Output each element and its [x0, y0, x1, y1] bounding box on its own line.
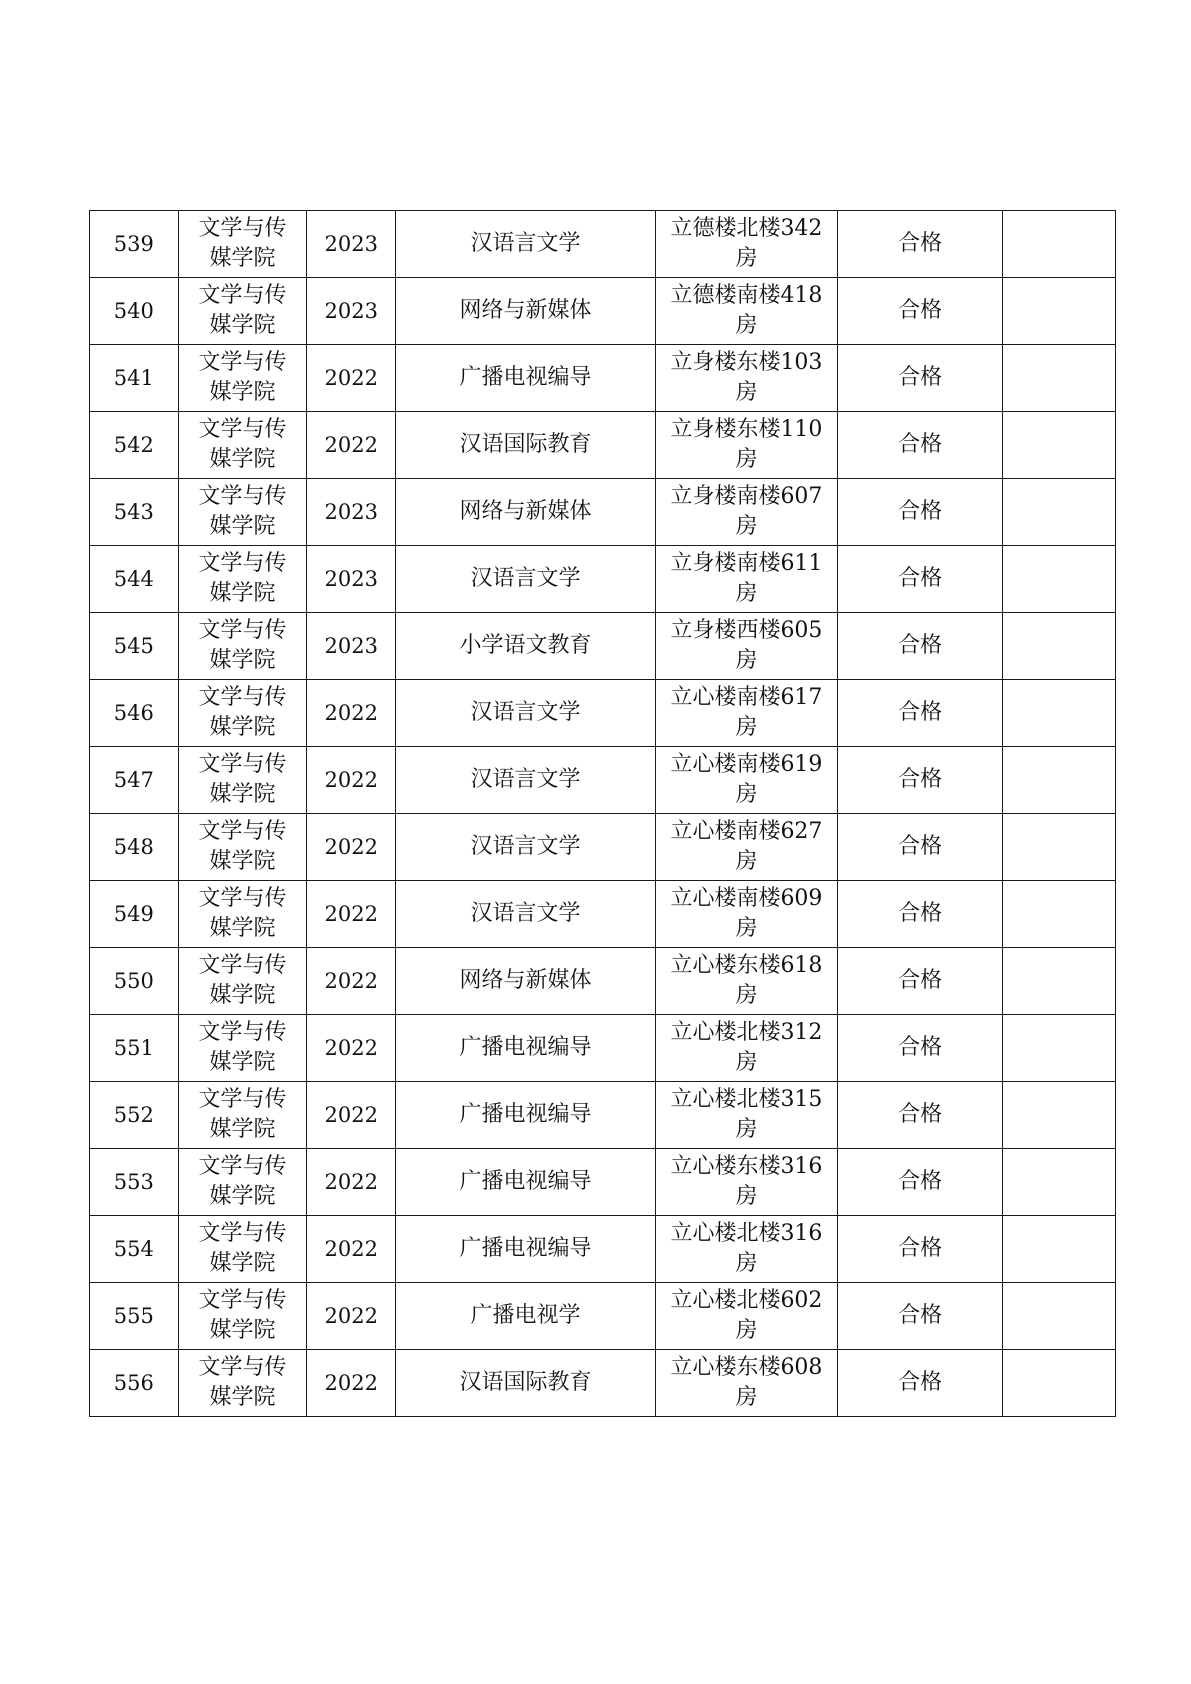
college-cell: 文学与传媒学院	[178, 1149, 307, 1216]
dorm-room-cell: 立心楼北楼315房	[655, 1082, 837, 1149]
dorm-inspection-table	[89, 210, 1116, 1417]
remarks-cell	[1003, 278, 1116, 345]
inspection-result-cell: 合格	[838, 546, 1003, 613]
inspection-result-cell: 合格	[838, 1216, 1003, 1283]
table-row	[90, 211, 1116, 278]
major-cell: 汉语言文学	[396, 546, 656, 613]
college-cell: 文学与传媒学院	[178, 680, 307, 747]
college-cell: 文学与传媒学院	[178, 1216, 307, 1283]
table-row	[90, 1082, 1116, 1149]
major-cell: 网络与新媒体	[396, 948, 656, 1015]
enrollment-year-cell: 2023	[307, 479, 396, 546]
row-number-cell: 548	[90, 814, 179, 881]
major-cell: 汉语言文学	[396, 814, 656, 881]
remarks-cell	[1003, 412, 1116, 479]
dorm-room-cell: 立心楼东楼316房	[655, 1149, 837, 1216]
row-number-cell: 544	[90, 546, 179, 613]
enrollment-year-cell: 2023	[307, 613, 396, 680]
inspection-result-cell: 合格	[838, 881, 1003, 948]
dorm-room-cell: 立身楼南楼611房	[655, 546, 837, 613]
dorm-room-cell: 立心楼北楼312房	[655, 1015, 837, 1082]
row-number-cell: 543	[90, 479, 179, 546]
remarks-cell	[1003, 1015, 1116, 1082]
table-row	[90, 278, 1116, 345]
remarks-cell	[1003, 814, 1116, 881]
college-cell: 文学与传媒学院	[178, 412, 307, 479]
college-cell: 文学与传媒学院	[178, 948, 307, 1015]
dorm-room-cell: 立德楼南楼418房	[655, 278, 837, 345]
college-cell: 文学与传媒学院	[178, 479, 307, 546]
row-number-cell: 554	[90, 1216, 179, 1283]
college-cell: 文学与传媒学院	[178, 345, 307, 412]
row-number-cell: 552	[90, 1082, 179, 1149]
dorm-room-cell: 立身楼东楼110房	[655, 412, 837, 479]
major-cell: 广播电视编导	[396, 1149, 656, 1216]
inspection-result-cell: 合格	[838, 1283, 1003, 1350]
row-number-cell: 547	[90, 747, 179, 814]
dorm-room-cell: 立德楼北楼342房	[655, 211, 837, 278]
enrollment-year-cell: 2022	[307, 412, 396, 479]
inspection-result-cell: 合格	[838, 1015, 1003, 1082]
enrollment-year-cell: 2023	[307, 278, 396, 345]
enrollment-year-cell: 2022	[307, 1283, 396, 1350]
dorm-room-cell: 立身楼西楼605房	[655, 613, 837, 680]
remarks-cell	[1003, 1149, 1116, 1216]
major-cell: 汉语言文学	[396, 747, 656, 814]
major-cell: 小学语文教育	[396, 613, 656, 680]
major-cell: 广播电视编导	[396, 345, 656, 412]
enrollment-year-cell: 2022	[307, 948, 396, 1015]
dorm-room-cell: 立心楼东楼608房	[655, 1350, 837, 1417]
inspection-result-cell: 合格	[838, 1149, 1003, 1216]
row-number-cell: 553	[90, 1149, 179, 1216]
enrollment-year-cell: 2023	[307, 546, 396, 613]
remarks-cell	[1003, 680, 1116, 747]
college-cell: 文学与传媒学院	[178, 211, 307, 278]
major-cell: 网络与新媒体	[396, 479, 656, 546]
enrollment-year-cell: 2022	[307, 1216, 396, 1283]
table-row	[90, 345, 1116, 412]
dorm-room-cell: 立心楼北楼602房	[655, 1283, 837, 1350]
table-row	[90, 881, 1116, 948]
college-cell: 文学与传媒学院	[178, 814, 307, 881]
dorm-room-cell: 立心楼南楼617房	[655, 680, 837, 747]
inspection-result-cell: 合格	[838, 948, 1003, 1015]
inspection-result-cell: 合格	[838, 278, 1003, 345]
table-row	[90, 1216, 1116, 1283]
major-cell: 广播电视编导	[396, 1015, 656, 1082]
inspection-result-cell: 合格	[838, 1350, 1003, 1417]
major-cell: 广播电视编导	[396, 1216, 656, 1283]
enrollment-year-cell: 2022	[307, 1350, 396, 1417]
major-cell: 汉语国际教育	[396, 1350, 656, 1417]
enrollment-year-cell: 2022	[307, 1015, 396, 1082]
dorm-room-cell: 立身楼东楼103房	[655, 345, 837, 412]
table-row	[90, 1015, 1116, 1082]
college-cell: 文学与传媒学院	[178, 1015, 307, 1082]
table-row	[90, 412, 1116, 479]
row-number-cell: 556	[90, 1350, 179, 1417]
college-cell: 文学与传媒学院	[178, 1082, 307, 1149]
enrollment-year-cell: 2022	[307, 881, 396, 948]
remarks-cell	[1003, 546, 1116, 613]
major-cell: 汉语言文学	[396, 211, 656, 278]
table-row	[90, 613, 1116, 680]
dorm-room-cell: 立心楼东楼618房	[655, 948, 837, 1015]
remarks-cell	[1003, 479, 1116, 546]
college-cell: 文学与传媒学院	[178, 1350, 307, 1417]
table-row	[90, 948, 1116, 1015]
inspection-result-cell: 合格	[838, 479, 1003, 546]
remarks-cell	[1003, 1283, 1116, 1350]
row-number-cell: 555	[90, 1283, 179, 1350]
row-number-cell: 551	[90, 1015, 179, 1082]
enrollment-year-cell: 2022	[307, 814, 396, 881]
row-number-cell: 550	[90, 948, 179, 1015]
row-number-cell: 546	[90, 680, 179, 747]
table-row	[90, 747, 1116, 814]
college-cell: 文学与传媒学院	[178, 613, 307, 680]
major-cell: 汉语言文学	[396, 881, 656, 948]
table-row	[90, 479, 1116, 546]
inspection-result-cell: 合格	[838, 747, 1003, 814]
college-cell: 文学与传媒学院	[178, 546, 307, 613]
row-number-cell: 540	[90, 278, 179, 345]
enrollment-year-cell: 2022	[307, 680, 396, 747]
inspection-result-cell: 合格	[838, 345, 1003, 412]
remarks-cell	[1003, 1350, 1116, 1417]
dorm-room-cell: 立身楼南楼607房	[655, 479, 837, 546]
table-row	[90, 1149, 1116, 1216]
inspection-result-cell: 合格	[838, 211, 1003, 278]
table-row	[90, 1350, 1116, 1417]
enrollment-year-cell: 2022	[307, 1149, 396, 1216]
remarks-cell	[1003, 948, 1116, 1015]
major-cell: 汉语言文学	[396, 680, 656, 747]
major-cell: 汉语国际教育	[396, 412, 656, 479]
college-cell: 文学与传媒学院	[178, 1283, 307, 1350]
remarks-cell	[1003, 211, 1116, 278]
table-row	[90, 546, 1116, 613]
row-number-cell: 549	[90, 881, 179, 948]
remarks-cell	[1003, 1082, 1116, 1149]
row-number-cell: 541	[90, 345, 179, 412]
table-row	[90, 814, 1116, 881]
table-body	[90, 211, 1116, 1417]
row-number-cell: 539	[90, 211, 179, 278]
table-row	[90, 1283, 1116, 1350]
enrollment-year-cell: 2022	[307, 747, 396, 814]
row-number-cell: 542	[90, 412, 179, 479]
remarks-cell	[1003, 613, 1116, 680]
table-row	[90, 680, 1116, 747]
remarks-cell	[1003, 345, 1116, 412]
row-number-cell: 545	[90, 613, 179, 680]
dorm-room-cell: 立心楼南楼619房	[655, 747, 837, 814]
remarks-cell	[1003, 881, 1116, 948]
inspection-result-cell: 合格	[838, 814, 1003, 881]
inspection-result-cell: 合格	[838, 680, 1003, 747]
inspection-result-cell: 合格	[838, 412, 1003, 479]
remarks-cell	[1003, 1216, 1116, 1283]
college-cell: 文学与传媒学院	[178, 278, 307, 345]
major-cell: 网络与新媒体	[396, 278, 656, 345]
inspection-result-cell: 合格	[838, 613, 1003, 680]
dorm-room-cell: 立心楼北楼316房	[655, 1216, 837, 1283]
inspection-result-cell: 合格	[838, 1082, 1003, 1149]
college-cell: 文学与传媒学院	[178, 747, 307, 814]
remarks-cell	[1003, 747, 1116, 814]
dorm-room-cell: 立心楼南楼627房	[655, 814, 837, 881]
major-cell: 广播电视学	[396, 1283, 656, 1350]
college-cell: 文学与传媒学院	[178, 881, 307, 948]
dorm-room-cell: 立心楼南楼609房	[655, 881, 837, 948]
major-cell: 广播电视编导	[396, 1082, 656, 1149]
enrollment-year-cell: 2022	[307, 345, 396, 412]
enrollment-year-cell: 2022	[307, 1082, 396, 1149]
enrollment-year-cell: 2023	[307, 211, 396, 278]
